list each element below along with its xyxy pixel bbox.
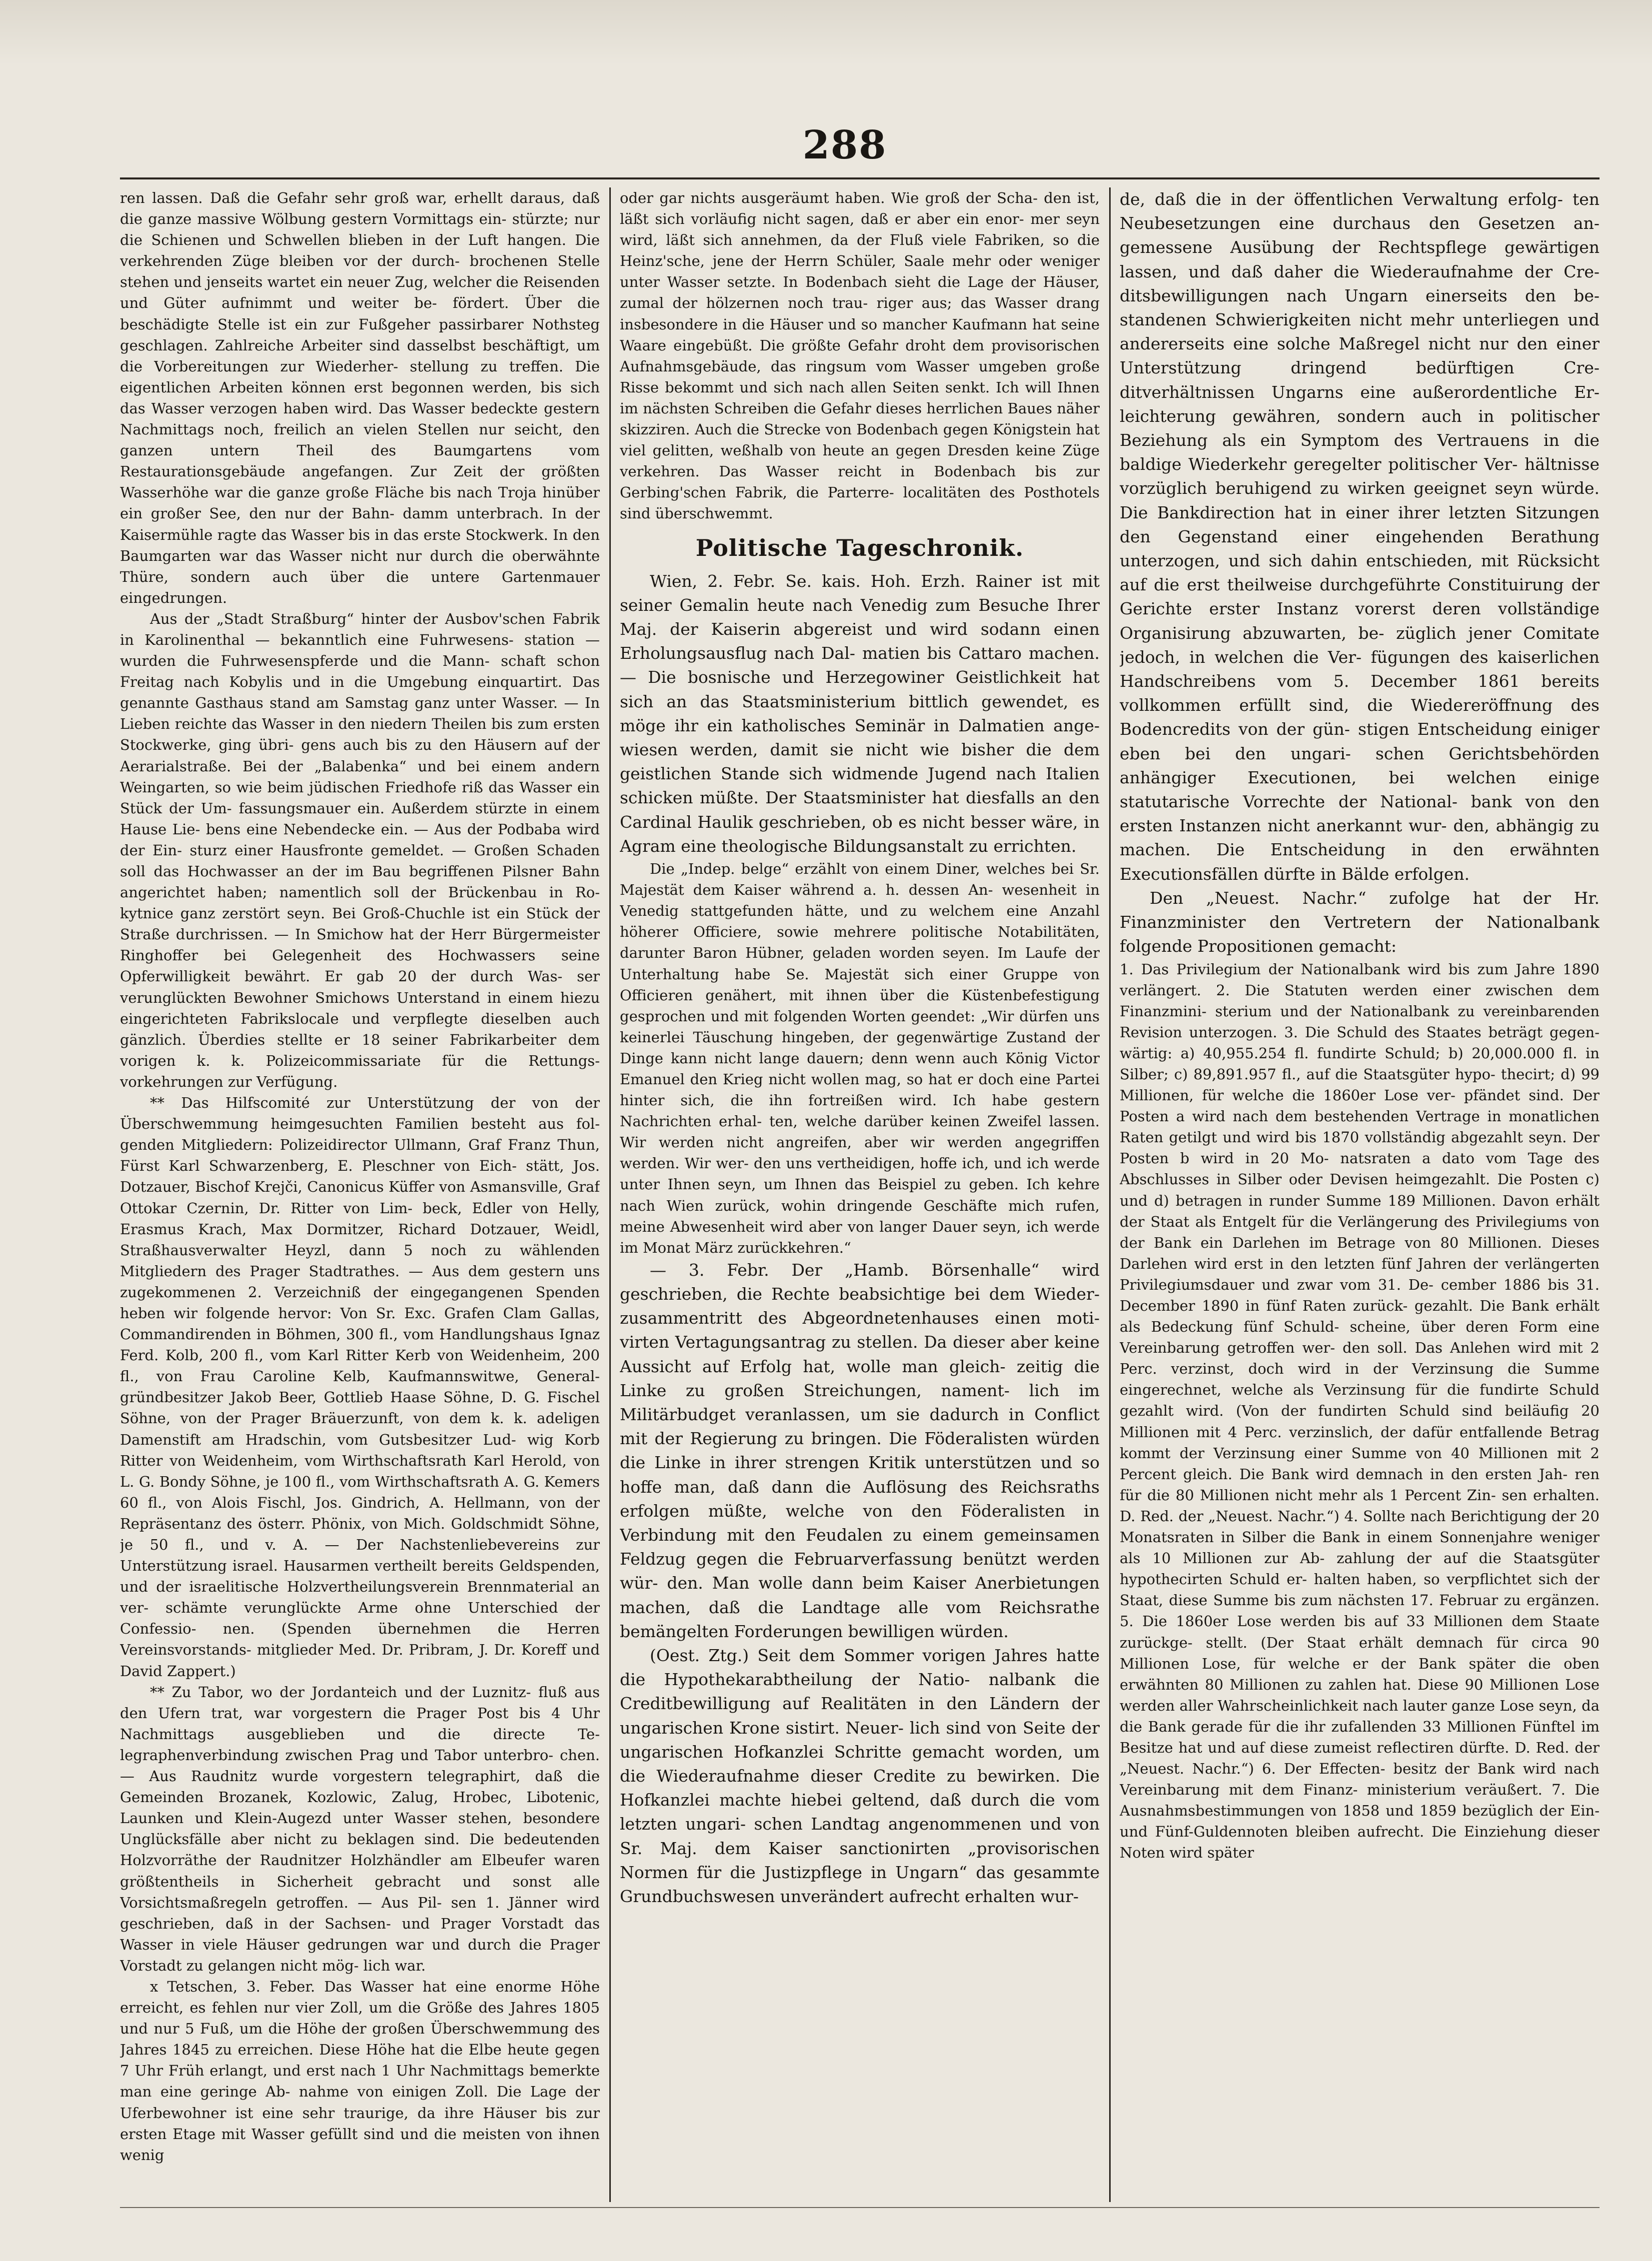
column-divider [1109, 187, 1111, 2202]
article-paragraph: x Tetschen, 3. Feber. Das Wasser hat eine enorme Höhe erreicht, es fehlen nur vier Zoll, um die Größe des Jahres 1805 und nur 5 Fuß, um die Höhe der großen Überschwemmung des Jahres 1845 zu erreichen. Diese Höhe hat die Elbe heute gegen 7 Uhr Früh erlangt, und erst nach 1 Uhr Nachmittags bemerkte man eine geringe Ab- nahme von einigen Zoll. Die Lage der Uferbewohner ist eine sehr traurige, da ihre Häuser bis zur ersten Etage mit Wasser gefüllt sind und die meisten von ihnen wenig [120, 1978, 600, 2164]
header-rule [120, 177, 1600, 179]
article-paragraph: Den „Neuest. Nachr.“ zufolge hat der Hr. Finanzminister den Vertretern der Nationalbank folgende Propositionen gemacht: [1120, 888, 1600, 956]
article-paragraph: ** Das Hilfscomité zur Unterstützung der von der Überschwemmung heimgesuchten Familien besteht aus fol- genden Mitgliedern: Polizeidirector Ullmann, Graf Franz Thun, Fürst Karl Schwarzenberg, E. Pleschner von Eich- stätt, Jos. Dotzauer, Bischof Krejči, Canonicus Küffer von Asmansville, Graf Ottokar Czernin, Dr. Ritter von Lim- beck, Edler von Helly, Erasmus Krach, Max Dormitzer, Richard Dotzauer, Weidl, Straßhausverwalter Heyzl, dann 5 noch zu wählenden Mitgliedern des Prager Stadtrathes. — Aus dem gestern uns zugekommenen 2. Verzeichniß der eingegangenen Spenden heben wir folgende hervor: Von Sr. Exc. Grafen Clam Gallas, Commandirenden in Böhmen, 300 fl., vom Handlungshaus Ignaz Ferd. Kolb, 200 fl., vom Karl Ritter Kerb von Weidenheim, 200 fl., von Frau Caroline Kelb, Kaufmannswitwe, General- gründbesitzer Jakob Beer, Gottlieb Haase Söhne, D. G. Fischel Söhne, von der Prager Bräuerzunft, von dem k. k. adeligen Damenstift am Hradschin, vom Gutsbesitzer Lud- wig Korb Ritter von Weidenheim, vom Wirthschaftsrath Karl Herold, von L. G. Bondy Söhne, je 100 fl., vom Wirthschaftsrath A. G. Kemers 60 fl., von Alois Fischl, Jos. Gindrich, A. Hellmann, von der Repräsentanz des österr. Phönix, von Mich. Goldschmidt Söhne, je 50 fl., und v. A. — Der Nachstenliebevereins zur Unterstützung israel. Hausarmen vertheilt bereits Geldspenden, und der israelitische Holzvertheilungsverein Brennmaterial an ver- schämte verunglückte Arme ohne Unterschied der Confessio- nen. (Spenden übernehmen die Herren Vereinsvorstands- mitglieder Med. Dr. Pribram, J. Dr. Koreff und David Zappert.) [120, 1094, 600, 1680]
page-number: 288 [802, 122, 887, 168]
article-paragraph: Wien, 2. Febr. Se. kais. Hoh. Erzh. Rainer ist mit seiner Gemalin heute nach Venedig zum Besuche Ihrer Maj. der Kaiserin abgereist und wird sodann einen Erholungsausflug nach Dal- matien bis Cattaro machen. — Die bosnische und Herzegowiner Geistlichkeit hat sich an das Staatsministerium bittlich gewendet, es möge ihr ein katholisches Seminär in Dalmatien ange- wiesen werden, damit sie nicht wie bisher die dem geistlichen Stande sich widmende Jugend nach Italien schicken müßte. Der Staatsminister hat diesfalls an den Cardinal Haulik geschrieben, ob es nicht besser wäre, in Agram eine theologische Bildungsanstalt zu errichten. [620, 571, 1100, 856]
article-paragraph: Aus der „Stadt Straßburg“ hinter der Ausbov'schen Fabrik in Karolinenthal — bekanntlich eine Fuhrwesens- station — wurden die Fuhrwesenspferde und die Mann- schaft schon Freitag nach Kobylis und in die Umgebung einquartirt. Das genannte Gasthaus stand am Samstag ganz unter Wasser. — In Lieben reichte das Wasser in den niedern Theilen bis zum ersten Stockwerke, ging übri- gens auch bis zu den Häusern auf der Aerarialstraße. Bei der „Balabenka“ und bei einem andern Weingarten, so wie beim jüdischen Friedhofe riß das Wasser ein Stück der Um- fassungsmauer ein. Außerdem stürzte in einem Hause Lie- bens eine Nebendecke ein. — Aus der Podbaba wird der Ein- sturz einer Hausfronte gemeldet. — Großen Schaden soll das Hochwasser an der im Bau begriffenen Pilsner Bahn angerichtet haben; namentlich soll der Brückenbau in Ro- kytnice ganz zerstört seyn. Bei Groß-Chuchle ist ein Stück der Straße durchrissen. — In Smichow hat der Herr Bürgermeister Ringhoffer bei Gelegenheit des Hochwassers seine Opferwilligkeit bewährt. Er gab 20 der durch Was- ser verunglückten Bewohner Smichows Unterstand in einem hiezu eingerichteten Fabrikslocale und verpflegte dieselben auch gänzlich. Überdies stellte er 18 seiner Fabrikarbeiter dem vorigen k. k. Polizeicommissariate für die Rettungs- vorkehrungen zur Verfügung. [120, 610, 600, 1090]
article-paragraph: ren lassen. Daß die Gefahr sehr groß war, erhellt daraus, daß die ganze massive Wölbung gestern Vormittags ein- stürzte; nur die Schienen und Schwellen blieben in der Luft hangen. Die verkehrenden Züge bleiben vor der durch- brochenen Stelle stehen und jenseits wartet ein neuer Zug, welcher die Reisenden und Güter aufnimmt und weiter be- fördert. Über die beschädigte Stelle ist ein zur Fußgeher passirbarer Nothsteg geschlagen. Zahlreiche Arbeiter sind dasselbst beschäftigt, um die Vorbereitungen zur Wiederher- stellung zu treffen. Die eigentlichen Arbeiten können erst begonnen werden, bis sich das Wasser verzogen haben wird. Das Wasser bedeckte gestern Nachmittags noch, freilich an vielen Stellen nur seicht, den ganzen untern Theil des Baumgartens vom Restaurationsgebäude angefangen. Zur Zeit der größten Wasserhöhe war die ganze große Fläche bis nach Troja hinüber ein großer See, den nur der Bahn- damm unterbrach. In der Kaisermühle ragte das Wasser bis in das erste Stockwerk. In den Baumgarten war das Wasser nicht nur durch die oberwähnte Thüre, sondern auch über die untere Gartenmauer eingedrungen. [120, 189, 600, 606]
column-divider [609, 187, 611, 2202]
article-paragraph: oder gar nichts ausgeräumt haben. Wie groß der Scha- den ist, läßt sich vorläufig nicht sagen, daß er aber ein enor- mer seyn wird, läßt sich annehmen, da der Fluß viele Fabriken, so die Heinz'sche, jene der Herrn Schüler, Saale mehr oder weniger unter Wasser setzte. In Bodenbach sieht die Lage der Häuser, zumal der hölzernen noch trau- riger aus; das Wasser drang insbesondere in die Häuser und so mancher Kaufmann hat seine Waare eingebüßt. Die größte Gefahr droht dem provisorischen Aufnahmsgebäude, das ringsum vom Wasser umgeben große Risse bekommt und sich nach allen Seiten senkt. Ich will Ihnen im nächsten Schreiben die Gefahr dieses herrlichen Baues näher skizziren. Auch die Strecke von Bodenbach gegen Königstein hat viel gelitten, weßhalb von heute an gegen Dresden keine Züge verkehren. Das Wasser reicht in Bodenbach bis zur Gerbing'schen Fabrik, die Parterre- localitäten des Posthotels sind überschwemmt. [620, 189, 1100, 522]
article-paragraph: — 3. Febr. Der „Hamb. Börsenhalle“ wird geschrieben, die Rechte beabsichtige bei dem Wieder- zusammentritt des Abgeordnetenhauses einen moti- virten Vertagungsantrag zu stellen. Da dieser aber keine Aussicht auf Erfolg hat, wolle man gleich- zeitig die Linke zu großen Streichungen, nament- lich im Militärbudget veranlassen, um sie dadurch in Conflict mit der Regierung zu bringen. Die Föderalisten würden die Linke in ihrer strengen Kritik unterstützen und so hoffe man, daß dann die Auflösung des Reichsraths erfolgen müßte, welche von den Föderalisten in Verbindung mit den Feudalen zu einem gemeinsamen Feldzug gegen die Februarverfassung benützt werden wür- den. Man wolle dann beim Kaiser Anerbietungen machen, daß die Landtage alle vom Reichsrathe bemängelten Forderungen bewilligen würden. [620, 1260, 1100, 1641]
footer-rule [120, 2207, 1600, 2208]
article-paragraph: de, daß die in der öffentlichen Verwaltung erfolg- ten Neubesetzungen eine durchaus den Gesetzen an- gemessene Ausübung der Rechtspflege gewärtigen lassen, und daß daher die Wiederaufnahme der Cre- ditsbewilligungen nach Ungarn einerseits den be- standenen Schwierigkeiten nicht mehr unterliegen und andererseits eine solche Maßregel nicht nur den einer Unterstützung dringend bedürftigen Cre- ditverhältnissen Ungarns eine außerordentliche Er- leichterung gewähren, sondern auch in politischer Beziehung als ein Symptom des Vertrauens in die baldige Wiederkehr geregelter politischer Ver- hältnisse vorzüglich beruhigend zu wirken geeignet seyn würde. Die Bankdirection hat in einer ihrer letzten Sitzungen den Gegenstand einer eingehenden Berathung unterzogen, und sich dahin entschieden, mit Rücksicht auf die erst theilweise durchgeführte Constituirung der Gerichte erster Instanz vorerst deren vollständige Organisirung abzuwarten, be- züglich jener Comitate jedoch, in welchen die Ver- fügungen des kaiserlichen Handschreibens vom 5. December 1861 bereits vollkommen erfüllt sind, die Wiedereröffnung des Bodencredits von der gün- stigen Entscheidung einiger eben bei den ungari- schen Gerichtsbehörden anhängiger Executionen, bei welchen einige statutarische Vorrechte der National- bank von den ersten Instanzen nicht anerkannt wur- den, abhängig zu machen. Die Entscheidung in den erwähnten Executionsfällen dürfte in Bälde erfolgen. [1120, 189, 1600, 884]
article-paragraph: ** Zu Tabor, wo der Jordanteich und der Luznitz- fluß aus den Ufern trat, war vorgestern die Prager Post bis 4 Uhr Nachmittags ausgeblieben und die directe Te- legraphenverbindung zwischen Prag und Tabor unterbro- chen. — Aus Raudnitz wurde vorgestern telegraphirt, daß die Gemeinden Brozanek, Kozlowic, Zalug, Hrobec, Libotenic, Launken und Klein-Augezd unter Wasser stehen, besondere Unglücksfälle aber nicht zu beklagen sind. Die bedeutenden Holzvorräthe der Raudnitzer Holzhändler am Elbeufer waren größtentheils in Sicherheit gebracht und sonst alle Vorsichtsmaßregeln getroffen. — Aus Pil- sen 1. Jänner wird geschrieben, daß in der Sachsen- und Prager Vorstadt das Wasser in viele Häuser gedrungen war und durch die Prager Vorstadt zu gelangen nicht mög- lich war. [120, 1683, 600, 1974]
article-paragraph: (Oest. Ztg.) Seit dem Sommer vorigen Jahres hatte die Hypothekarabtheilung der Natio- nalbank die Creditbewilligung auf Realitäten in den Ländern der ungarischen Krone sistirt. Neuer- lich sind von Seite der ungarischen Hofkanzlei Schritte gemacht worden, um die Wiederaufnahme dieser Credite zu bewirken. Die Hofkanzlei machte hiebei geltend, daß durch die vom letzten ungari- schen Landtag angenommenen und von Sr. Maj. dem Kaiser sanctionirten „provisorischen Normen für die Justizpflege in Ungarn“ das gesammte Grundbuchswesen unverändert aufrecht erhalten wur- [620, 1646, 1100, 1907]
column-middle [620, 187, 1100, 2202]
section-heading: Politische Tageschronik. [695, 534, 1024, 561]
column-right [1120, 187, 1600, 2202]
scan-edge [0, 0, 1652, 65]
column-left [120, 187, 600, 2202]
article-paragraph: Die „Indep. belge“ erzählt von einem Diner, welches bei Sr. Majestät dem Kaiser während a. h. dessen An- wesenheit in Venedig stattgefunden hätte, und zu welchem eine Anzahl höherer Officiere, sowie mehrere politische Notabilitäten, darunter Baron Hübner, geladen worden seyen. Im Laufe der Unterhaltung habe Se. Majestät sich einer Gruppe von Officieren genähert, mit ihnen über die Küstenbefestigung gesprochen und mit folgenden Worten geendet: „Wir dürfen uns keinerlei Täuschung hingeben, der gegenwärtige Zustand der Dinge kann nicht lange dauern; denn wenn auch König Victor Emanuel den Krieg nicht wollen mag, so hat er doch eine Partei hinter sich, die ihn fortreißen wird. Ich habe gestern Nachrichten erhal- ten, welche darüber keinen Zweifel lassen. Wir werden nicht angreifen, aber wir werden angegriffen werden. Wir wer- den uns vertheidigen, hoffe ich, und ich werde unter Ihnen seyn, um Ihnen das Beispiel zu geben. Ich kehre nach Wien zurück, wohin dringende Geschäfte mich rufen, meine Abwesenheit wird aber von langer Dauer seyn, ich werde im Monat März zurückkehren.“ [620, 860, 1100, 1256]
article-paragraph: 1. Das Privilegium der Nationalbank wird bis zum Jahre 1890 verlängert. 2. Die Statuten werden einer zwischen dem Finanzmini- sterium und der Nationalbank zu vereinbarenden Revision unterzogen. 3. Die Schuld des Staates beträgt gegen- wärtig: a) 40,955.254 fl. fundirte Schuld; b) 20,000.000 fl. in Silber; c) 89,891.957 fl., auf die Staatsgüter hypo- thecirt; d) 99 Millionen, für welche die 1860er Lose ver- pfändet sind. Der Posten a wird nach dem bestehenden Vertrage in monatlichen Raten getilgt und wird bis 1870 vollständig abgezahlt seyn. Der Posten b wird in 20 Mo- natsraten a dato vom Tage des Abschlusses in Silber oder Devisen heimgezahlt. Die Posten c) und d) betragen in runder Summe 189 Millionen. Davon erhält der Staat als Entgelt für die Verlängerung des Privilegiums von der Bank ein Darlehen im Betrage von 80 Millionen. Dieses Darlehen wird erst in den letzten fünf Jahren der verlängerten Privilegiumsdauer und zwar vom 31. De- cember 1886 bis 31. December 1890 in fünf Raten zurück- gezahlt. Die Bank erhält als Bedeckung fünf Schuld- scheine, über deren Form eine Vereinbarung getroffen wer- den soll. Das Anlehen wird mit 2 Perc. verzinst, doch wird in der Verzinsung die Summe eingerechnet, welche als Verzinsung für die fundirte Schuld gezahlt wird. (Von der fundirten Schuld sind beiläufig 20 Millionen mit 4 Perc. verzinslich, der dafür entfallende Betrag kommt der Verzinsung einer Summe von 40 Millionen mit 2 Percent gleich. Die Bank wird demnach in den ersten Jah- ren für die 80 Millionen nicht mehr als 1 Percent Zin- sen erhalten. D. Red. der „Neuest. Nachr.“) 4. Sollte nach Berichtigung der 20 Monatsraten in Silber die Bank in einem Sonnenjahre weniger als 10 Millionen zur Ab- zahlung der auf die Staatsgüter hypothecirten Schuld er- halten haben, so verpflichtet sich der Staat, diese Summe bis zum nächsten 17. Februar zu ergänzen. 5. Die 1860er Lose werden bis auf 33 Millionen dem Staate zurückge- stellt. (Der Staat erhält demnach für circa 90 Millionen Lose, für welche er der Bank später die oben erwähnten 80 Millionen zu zahlen hat. Diese 90 Millionen Lose werden aller Wahrscheinlichkeit nach lauter ganze Lose seyn, da die Bank gerade für die ihr zufallenden 33 Millionen Fünftel im Besitze hat und auf diese zumeist reflectiren dürfte. D. Red. der „Neuest. Nachr.“) 6. Der Effecten- besitz der Bank wird nach Vereinbarung mit dem Finanz- ministerium veräußert. 7. Die Ausnahmsbestimmungen von 1858 und 1859 bezüglich der Ein- und Fünf-Guldennoten bleiben aufrecht. Die Einziehung dieser Noten wird später [1120, 960, 1600, 1862]
